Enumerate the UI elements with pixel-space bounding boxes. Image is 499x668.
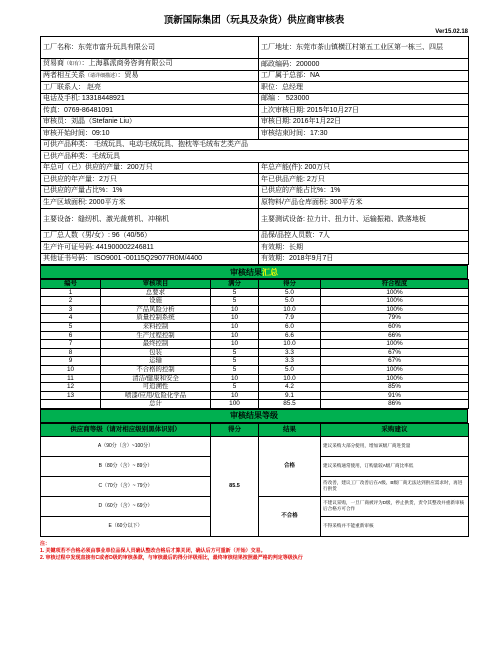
summary-heading: 审核结果汇总 bbox=[41, 266, 468, 279]
grade-level: B（80分（含）~ 89分） bbox=[41, 456, 211, 476]
license-no: 生产许可证号码: 441900002246811 bbox=[41, 242, 259, 254]
full-score: 10 bbox=[211, 305, 259, 314]
main-equipment: 主要设备：缝纫机、激光裁剪机、冲棉机 bbox=[41, 208, 259, 230]
grade-level: E（60分以下） bbox=[41, 516, 211, 536]
audit-start: 审核开始时间：09:10 bbox=[41, 128, 259, 140]
summary-band bbox=[40, 265, 468, 279]
grades-header-row bbox=[41, 423, 469, 436]
compliance: 100% bbox=[321, 288, 469, 297]
item-no: 6 bbox=[41, 331, 101, 340]
compliance: 100% bbox=[321, 365, 469, 374]
annual-capacity: 年总产能(件): 200万只 bbox=[259, 162, 469, 174]
item-name: 质量控制系统 bbox=[101, 314, 211, 323]
compliance: 79% bbox=[321, 314, 469, 323]
relation-note: （请详细描述） bbox=[85, 72, 118, 79]
grade-advice: 建议采购大部分使用，增加该级厂商进货量 bbox=[321, 436, 469, 456]
relation-value: ：贸易 bbox=[117, 71, 139, 79]
fax: 传真：0769-86481091 bbox=[41, 105, 259, 117]
last-audit-date: 上次审核日期: 2015年10月27日 bbox=[259, 105, 469, 117]
table-row bbox=[41, 305, 469, 314]
item-name: 可追溯性 bbox=[101, 383, 211, 392]
item-no: 13 bbox=[41, 391, 101, 400]
total-annual-output: 年总可（已）供应的产量：200万只 bbox=[41, 162, 259, 174]
supplied-output-ratio: 已供应的产量占比%：1% bbox=[41, 185, 259, 197]
score: 6.0 bbox=[259, 322, 321, 331]
grade-result-pass: 合格 bbox=[259, 436, 321, 496]
item-no: 7 bbox=[41, 340, 101, 349]
item-no: 9 bbox=[41, 357, 101, 366]
table-row bbox=[41, 365, 469, 374]
supplier-info-table bbox=[40, 36, 469, 265]
factory-name: 工厂名称：东莞市富升玩具有限公司 bbox=[41, 37, 259, 59]
item-name: 运输 bbox=[101, 357, 211, 366]
scores-header-cell: 得分 bbox=[259, 280, 321, 289]
compliance: 100% bbox=[321, 297, 469, 306]
supplied-capacity-ratio: 已供应的产能占比%：1% bbox=[259, 185, 469, 197]
scores-header-cell: 满分 bbox=[211, 280, 259, 289]
grade-band bbox=[40, 409, 468, 423]
grade-advice: 建议采购通常使用，订购量较A级厂商比率低 bbox=[321, 456, 469, 476]
full-score: 10 bbox=[211, 391, 259, 400]
compliance: 67% bbox=[321, 357, 469, 366]
item-no: 10 bbox=[41, 365, 101, 374]
full-score: 10 bbox=[211, 322, 259, 331]
compliance: 100% bbox=[321, 340, 469, 349]
audit-sheet bbox=[40, 14, 468, 562]
item-no: 11 bbox=[41, 374, 101, 383]
products: 可供产品种类： 毛绒玩具、电动毛绒玩具、抱枕等毛绒布艺类产品 bbox=[41, 139, 469, 151]
score: 3.3 bbox=[259, 357, 321, 366]
grades-header-cell: 结果 bbox=[259, 423, 321, 436]
compliance: 100% bbox=[321, 374, 469, 383]
score: 4.2 bbox=[259, 383, 321, 392]
scores-header-cell: 审核项目 bbox=[101, 280, 211, 289]
score: 9.1 bbox=[259, 391, 321, 400]
full-score: 5 bbox=[211, 297, 259, 306]
item-name: 包装 bbox=[101, 348, 211, 357]
grade-level: A（90分（含）~100分） bbox=[41, 436, 211, 456]
table-row bbox=[41, 348, 469, 357]
grade-advice: 待改善，建议工厂改善后在A级、B级厂商无法达到供应需求时，再进行供货 bbox=[321, 476, 469, 496]
table-row bbox=[41, 357, 469, 366]
annual-supplied-output: 年已供品产能: 2万只 bbox=[259, 174, 469, 186]
grades-header-cell: 供应商等级（请对相应级别黑体识别） bbox=[41, 423, 211, 436]
full-score: 100 bbox=[211, 400, 259, 409]
relation-label: 两者相互关系 bbox=[43, 71, 85, 79]
score: 5.0 bbox=[259, 297, 321, 306]
item-name: 产品风险分析 bbox=[101, 305, 211, 314]
score: 5.0 bbox=[259, 365, 321, 374]
item-name: 总计 bbox=[101, 400, 211, 409]
grade-result-fail: 不合格 bbox=[259, 496, 321, 536]
table-row bbox=[41, 297, 469, 306]
full-score: 10 bbox=[211, 314, 259, 323]
relation bbox=[41, 70, 259, 82]
item-no bbox=[41, 400, 101, 409]
score: 5.0 bbox=[259, 288, 321, 297]
item-no: 1 bbox=[41, 288, 101, 297]
item-no: 4 bbox=[41, 314, 101, 323]
compliance: 100% bbox=[321, 305, 469, 314]
trader-note: （如有） bbox=[64, 61, 82, 68]
item-no: 5 bbox=[41, 322, 101, 331]
supplied-annual-output: 已供应的年产量：2万只 bbox=[41, 174, 259, 186]
compliance: 67% bbox=[321, 348, 469, 357]
compliance: 91% bbox=[321, 391, 469, 400]
warehouse-area: 原物料/产品仓库面积: 300平方米 bbox=[259, 197, 469, 209]
table-row bbox=[41, 331, 469, 340]
belongs-to-hq: 工厂属于总部：NA bbox=[259, 70, 469, 82]
score: 10.0 bbox=[259, 305, 321, 314]
item-name: 总要求 bbox=[101, 288, 211, 297]
license-validity: 有效期：长期 bbox=[259, 242, 469, 254]
table-row bbox=[41, 374, 469, 383]
grade-level: C（70分（含）~ 79分） bbox=[41, 476, 211, 496]
position: 职位：总经理 bbox=[259, 82, 469, 94]
auditor: 审核员：刘晶（Stefanie Liu） bbox=[41, 116, 259, 128]
page-title: 顶新国际集团（玩具及杂货）供应商审核表 bbox=[163, 15, 345, 26]
item-name: 清洁/健康和安全 bbox=[101, 374, 211, 383]
notes-heading: 注： bbox=[40, 540, 51, 547]
audit-end: 审核结束时间：17:30 bbox=[259, 128, 469, 140]
grade-heading: 审核结果等级 bbox=[41, 409, 468, 422]
item-name: 最终控制 bbox=[101, 340, 211, 349]
table-row bbox=[41, 314, 469, 323]
grades-table bbox=[40, 423, 469, 537]
compliance: 85% bbox=[321, 383, 469, 392]
full-score: 10 bbox=[211, 340, 259, 349]
item-name: 不合格的控制 bbox=[101, 365, 211, 374]
note-item: 1. 关键项若不合格必须由事业单位品保人员确认整改合格后才算关闭，确认后方可重新（开始）交易。 bbox=[40, 547, 266, 554]
score: 10.0 bbox=[259, 374, 321, 383]
score: 7.9 bbox=[259, 314, 321, 323]
score: 3.3 bbox=[259, 348, 321, 357]
grade-score: 85.5 bbox=[211, 436, 259, 536]
cert-validity: 有效期：2018年9月7日 bbox=[259, 253, 469, 265]
grade-level: D（60分（含）~ 69分） bbox=[41, 496, 211, 516]
testing-equipment: 主要测试设备: 拉力计、扭力计、运输振箱、跌落地板 bbox=[259, 208, 469, 230]
item-no: 8 bbox=[41, 348, 101, 357]
table-row bbox=[41, 383, 469, 392]
scores-header-cell: 符合程度 bbox=[321, 280, 469, 289]
summary-heading-highlight: 汇总 bbox=[262, 267, 278, 277]
trader bbox=[41, 59, 259, 71]
audit-date: 审核日期: 2016年1月22日 bbox=[259, 116, 469, 128]
compliance: 66% bbox=[321, 331, 469, 340]
scores-table bbox=[40, 279, 469, 409]
note-item: 2. 审核过程中发现直接有C或者D级的审核条款，与审核最后的得分评级相比，最终审核结果按照最严格的判定等级执行 bbox=[40, 554, 303, 561]
score: 85.5 bbox=[259, 400, 321, 409]
scores-header-cell: 编号 bbox=[41, 280, 101, 289]
full-score: 5 bbox=[211, 357, 259, 366]
headcount: 工厂总人数（男/女）: 96（40/56） bbox=[41, 230, 259, 242]
cert-no: 其他证书号码： ISO9001 -00115Q29077R0M/4400 bbox=[41, 253, 259, 265]
trader-label: 贸易商 bbox=[43, 60, 64, 68]
item-name: 设施 bbox=[101, 297, 211, 306]
item-name: 生产过程控制 bbox=[101, 331, 211, 340]
table-row bbox=[41, 340, 469, 349]
full-score: 5 bbox=[211, 288, 259, 297]
scores-total-row bbox=[41, 400, 469, 409]
compliance: 60% bbox=[321, 322, 469, 331]
contact: 工厂联系人： 赵亮 bbox=[41, 82, 259, 94]
email: 邮编 ： 523000 bbox=[259, 93, 469, 105]
compliance: 86% bbox=[321, 400, 469, 409]
grades-header-cell: 采购建议 bbox=[321, 423, 469, 436]
full-score: 5 bbox=[211, 365, 259, 374]
notes bbox=[40, 541, 468, 562]
postal-code: 邮政编码：200000 bbox=[259, 59, 469, 71]
score: 6.6 bbox=[259, 331, 321, 340]
table-row bbox=[41, 391, 469, 400]
item-name: 来料控制 bbox=[101, 322, 211, 331]
item-no: 12 bbox=[41, 383, 101, 392]
production-area: 生产区域面积: 2000平方米 bbox=[41, 197, 259, 209]
supplied-products: 已供产品种类：毛绒玩具 bbox=[41, 151, 469, 163]
item-no: 3 bbox=[41, 305, 101, 314]
phone: 电话及手机: 13318448921 bbox=[41, 93, 259, 105]
item-no: 2 bbox=[41, 297, 101, 306]
factory-address: 工厂地址：东莞市茶山镇横江村第五工业区第一栋三、四层 bbox=[259, 37, 469, 59]
grades-header-cell: 得分 bbox=[211, 423, 259, 436]
grade-row bbox=[41, 436, 469, 456]
grade-advice: 不建议采购，一旦厂商被评为D级，停止供货，责令其整改并重新审核后合格方可合作 bbox=[321, 496, 469, 516]
item-name: 喷漆/应用/危险化学品 bbox=[101, 391, 211, 400]
full-score: 5 bbox=[211, 383, 259, 392]
scores-header-row bbox=[41, 280, 469, 289]
full-score: 5 bbox=[211, 348, 259, 357]
trader-value: ：上海慕派商务咨询有限公司 bbox=[81, 60, 173, 68]
score: 10.0 bbox=[259, 340, 321, 349]
table-row bbox=[41, 288, 469, 297]
qa-headcount: 品保/品控人员数：7人 bbox=[259, 230, 469, 242]
version-label: Ver15.02.18 bbox=[435, 29, 468, 35]
full-score: 10 bbox=[211, 374, 259, 383]
grade-advice: 不得采购并不能重新审核 bbox=[321, 516, 469, 536]
full-score: 10 bbox=[211, 331, 259, 340]
table-row bbox=[41, 322, 469, 331]
